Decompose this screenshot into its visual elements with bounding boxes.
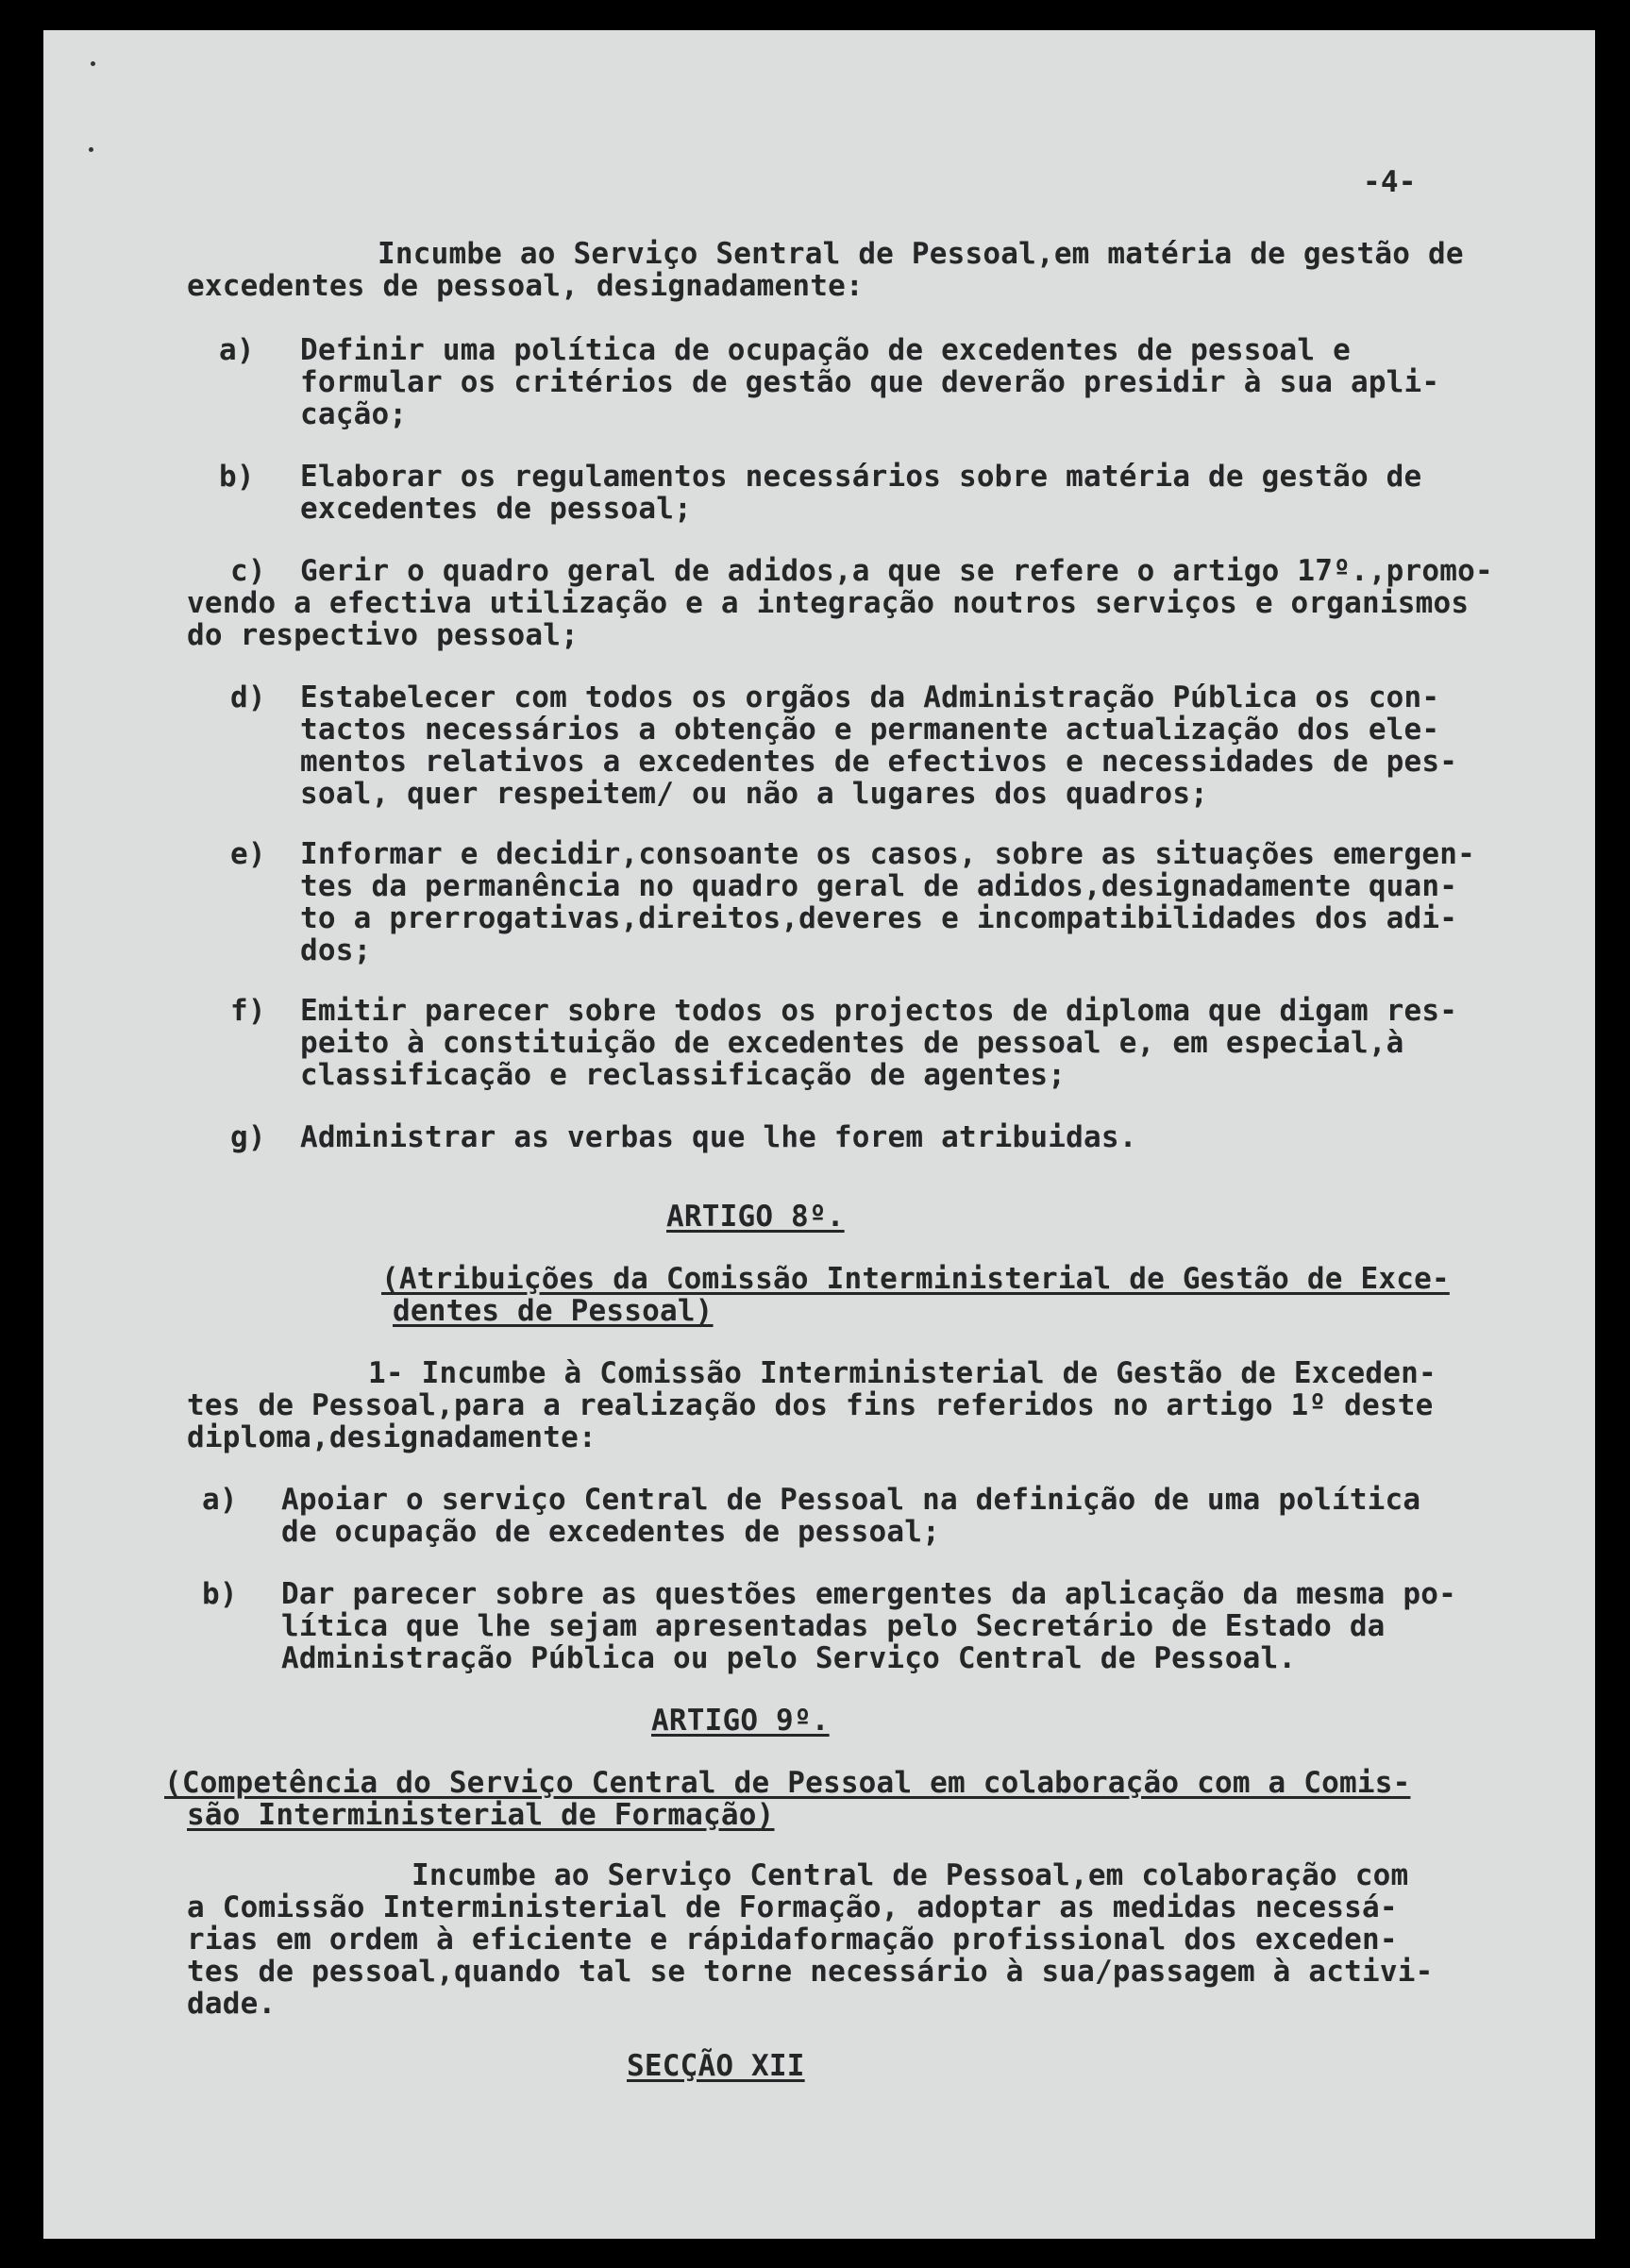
item-line: tes da permanência no quadro geral de adidos,designadamente quan- <box>300 869 1458 903</box>
item-line: peito à constituição de excedentes de pessoal e, em especial,à <box>300 1026 1404 1060</box>
article-subtitle: dentes de Pessoal) <box>393 1294 714 1328</box>
item-line: dos; <box>300 933 372 967</box>
item-line: Apoiar o serviço Central de Pessoal na definição de uma política <box>281 1483 1421 1517</box>
item-line: Administrar as verbas que lhe forem atribuidas. <box>300 1120 1137 1154</box>
item-label: a) <box>202 1483 238 1517</box>
item-label: c) <box>230 554 266 588</box>
item-label: a) <box>219 333 255 367</box>
item-line: Estabelecer com todos os orgãos da Administração Pública os con- <box>300 680 1440 714</box>
intro-line: excedentes de pessoal, designadamente: <box>187 269 864 303</box>
item-line: Definir uma política de ocupação de excedentes de pessoal e <box>300 333 1351 367</box>
article-subtitle: são Interministerial de Formação) <box>187 1798 775 1832</box>
item-line: do respectivo pessoal; <box>187 618 579 652</box>
item-line: tactos necessários a obtenção e permanente actualização dos ele- <box>300 713 1440 747</box>
paragraph-line: 1- Incumbe à Comissão Interministerial de Gestão de Exceden- <box>368 1356 1437 1390</box>
article-subtitle: (Atribuições da Comissão Interministerial de Gestão de Exce- <box>381 1262 1450 1296</box>
item-label: b) <box>219 460 255 494</box>
item-label: d) <box>230 680 266 714</box>
item-line: soal, quer respeitem/ ou não a lugares dos quadros; <box>300 777 1209 811</box>
item-line: mentos relativos a excedentes de efectivos e necessidades de pes- <box>300 745 1458 779</box>
item-line: Informar e decidir,consoante os casos, sobre as situações emergen- <box>300 837 1475 871</box>
item-label: e) <box>230 837 266 871</box>
item-line: Emitir parecer sobre todos os projectos de diploma que digam res- <box>300 994 1458 1028</box>
item-label: f) <box>230 994 266 1028</box>
item-line: Dar parecer sobre as questões emergentes da aplicação da mesma po- <box>281 1577 1456 1611</box>
punch-mark <box>91 61 95 66</box>
item-line: vendo a efectiva utilização e a integração noutros serviços e organismos <box>187 586 1470 620</box>
item-label: g) <box>230 1120 266 1154</box>
item-line: Administração Pública ou pelo Serviço Central de Pessoal. <box>281 1641 1297 1675</box>
item-line: formular os critérios de gestão que deverão presidir à sua apli- <box>300 365 1440 399</box>
item-line: lítica que lhe sejam apresentadas pelo Secretário de Estado da <box>281 1609 1386 1643</box>
paragraph-line: dade. <box>187 1987 277 2021</box>
page-number: -4- <box>1363 165 1417 199</box>
item-line: to a prerrogativas,direitos,deveres e incompatibilidades dos adi- <box>300 901 1458 935</box>
paragraph-line: a Comissão Interministerial de Formação, adoptar as medidas necessá- <box>187 1890 1398 1924</box>
item-line: Gerir o quadro geral de adidos,a que se refere o artigo 17º.,promo- <box>300 554 1493 588</box>
item-line: excedentes de pessoal; <box>300 492 692 526</box>
paragraph-line: tes de pessoal,quando tal se torne necessário à sua/passagem à activi- <box>187 1955 1434 1989</box>
item-label: b) <box>202 1577 238 1611</box>
article-heading: ARTIGO 9º. <box>651 1704 830 1738</box>
paragraph-line: diploma,designadamente: <box>187 1420 597 1454</box>
item-line: cação; <box>300 397 408 431</box>
intro-line: Incumbe ao Serviço Sentral de Pessoal,em matéria de gestão de <box>378 237 1464 271</box>
article-heading: ARTIGO 8º. <box>666 1200 845 1234</box>
punch-mark <box>89 147 93 152</box>
item-line: de ocupação de excedentes de pessoal; <box>281 1515 940 1549</box>
paragraph-line: tes de Pessoal,para a realização dos fins referidos no artigo 1º deste <box>187 1388 1434 1422</box>
item-line: Elaborar os regulamentos necessários sobre matéria de gestão de <box>300 460 1422 494</box>
paragraph-line: rias em ordem à eficiente e rápidaformação profissional dos exceden- <box>187 1923 1398 1957</box>
article-subtitle: (Competência do Serviço Central de Pessoal em colaboração com a Comis- <box>164 1766 1411 1800</box>
section-heading: SECÇÃO XII <box>627 2049 805 2083</box>
item-line: classificação e reclassificação de agentes; <box>300 1058 1067 1092</box>
paragraph-line: Incumbe ao Serviço Central de Pessoal,em colaboração com <box>412 1858 1409 1892</box>
